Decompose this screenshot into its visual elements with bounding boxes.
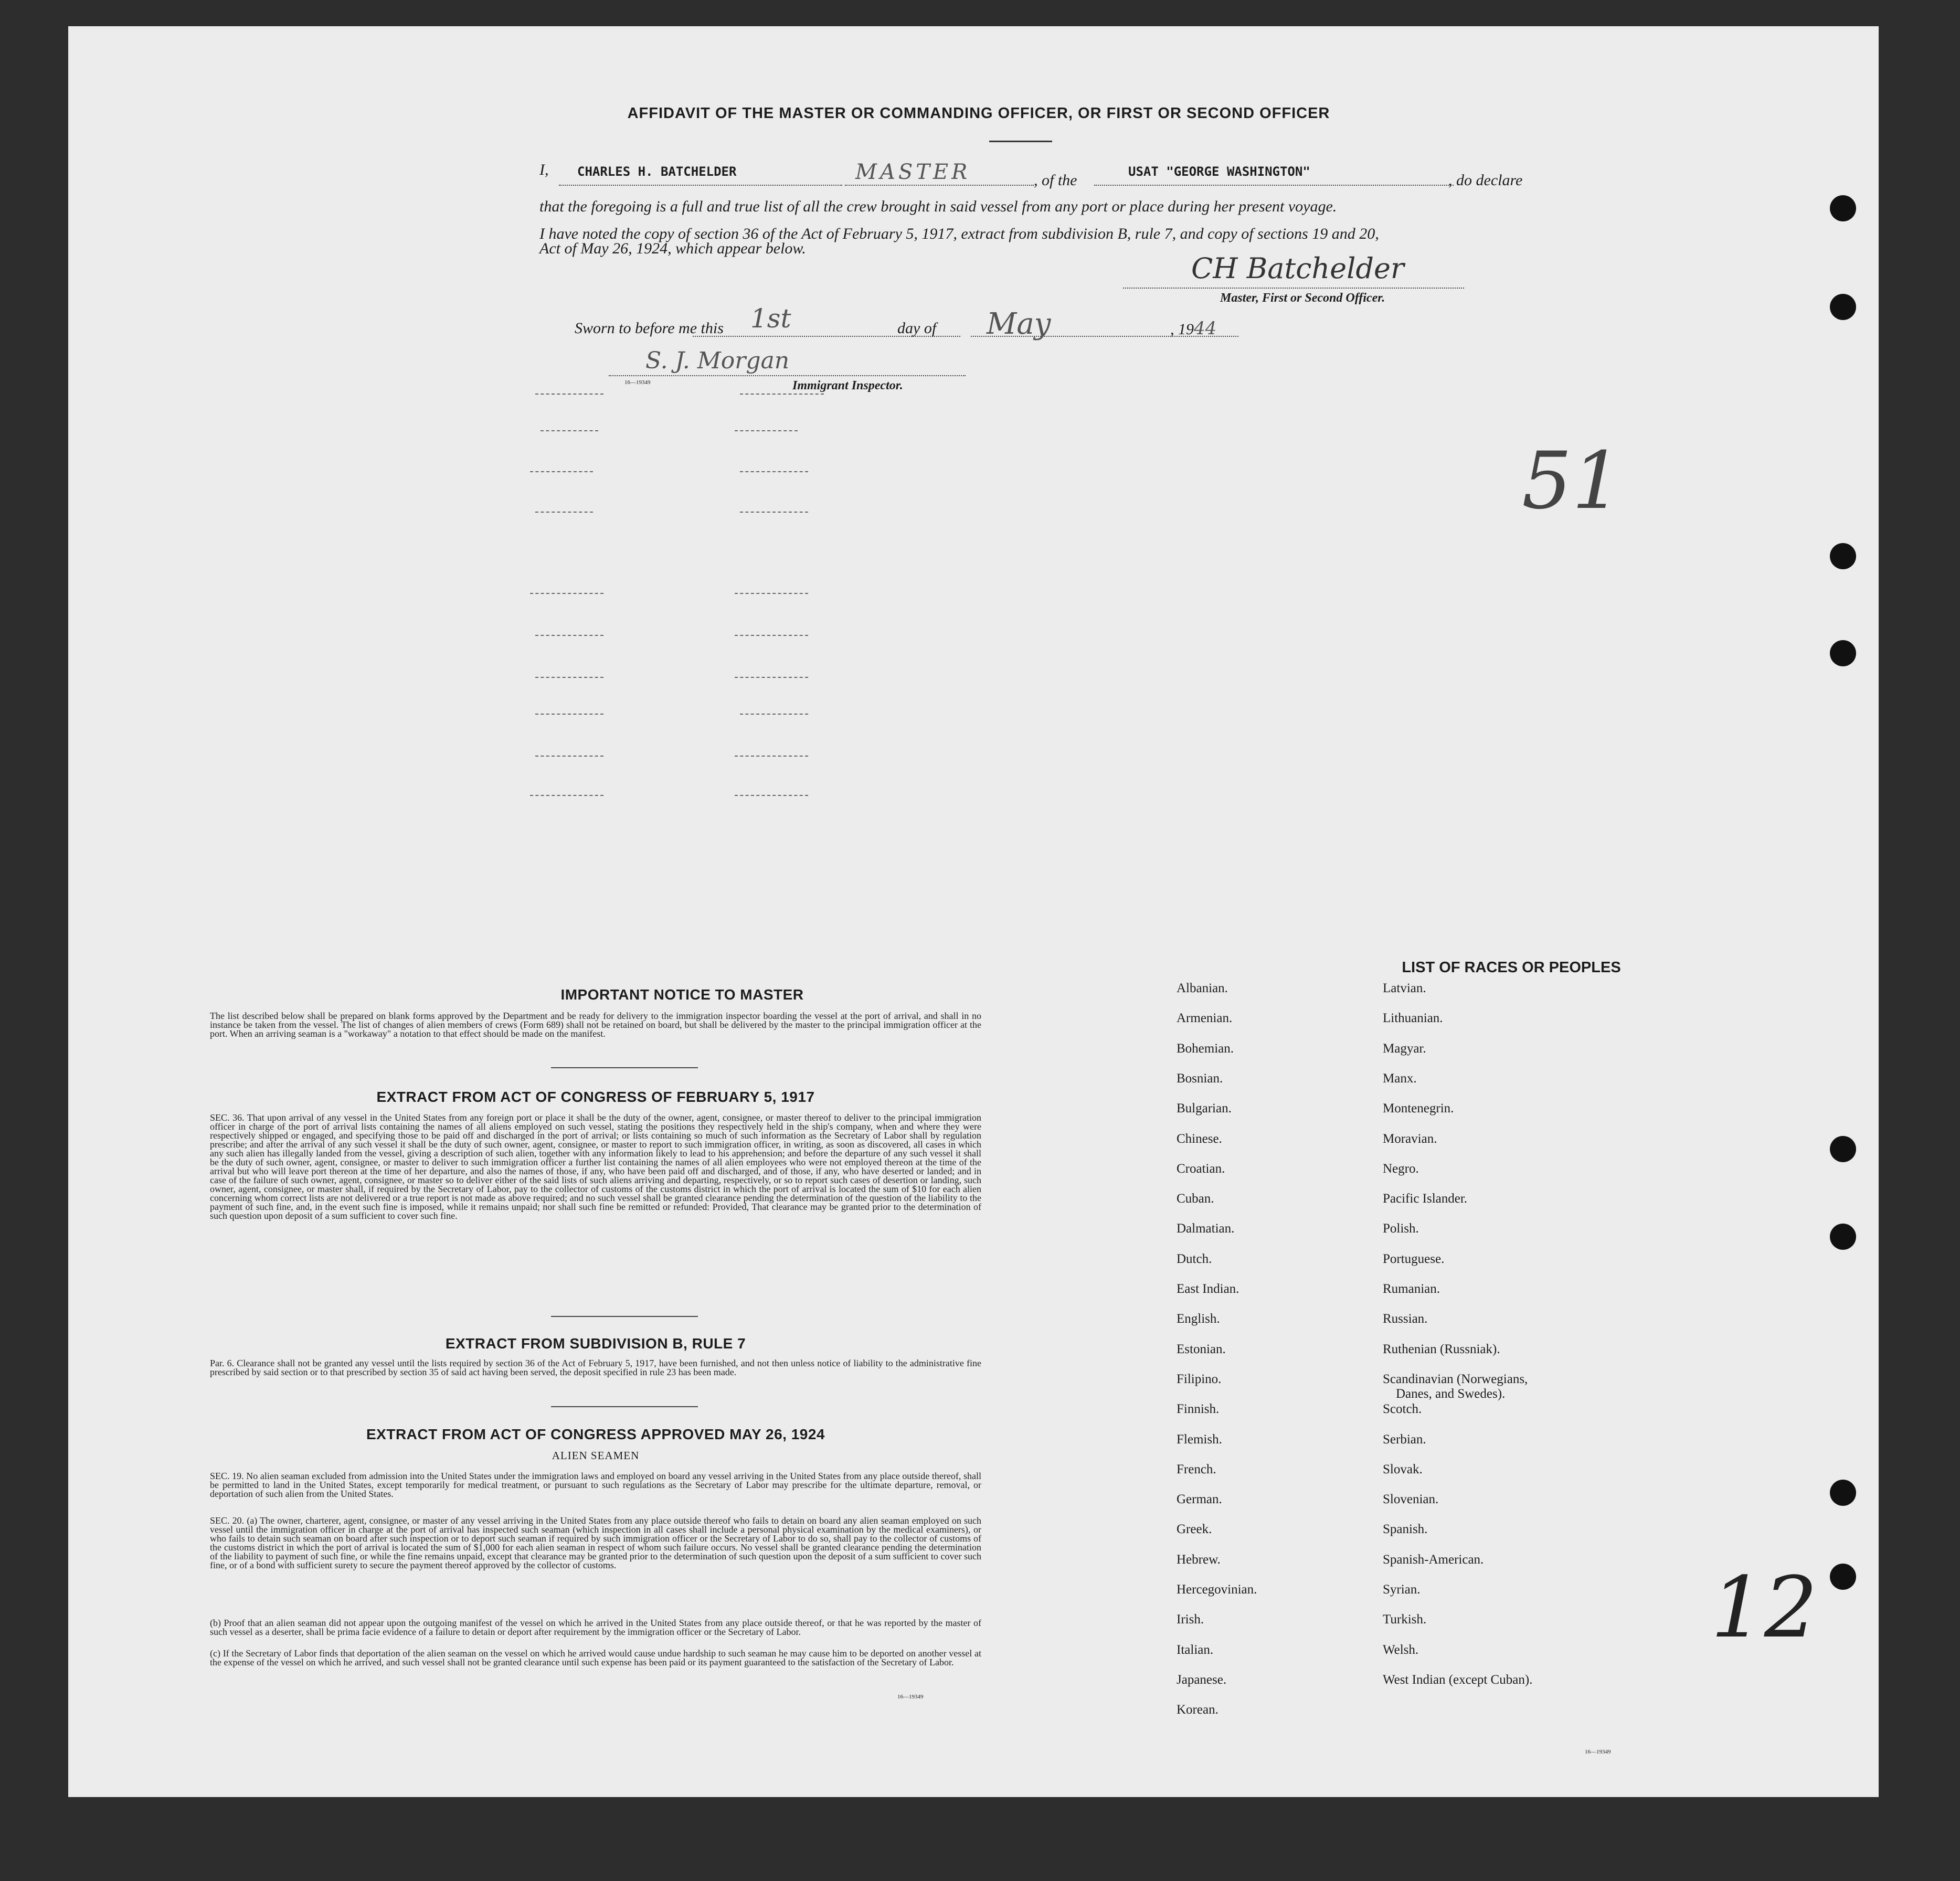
day-of-label: day of: [897, 320, 937, 337]
declaration-line-4: Act of May 26, 1924, which appear below.: [539, 240, 806, 257]
race-item: Syrian.: [1383, 1582, 1421, 1597]
race-item: Dutch.: [1177, 1251, 1212, 1266]
race-item: Estonian.: [1177, 1342, 1226, 1356]
race-item: Manx.: [1383, 1071, 1417, 1086]
race-item: Polish.: [1383, 1221, 1419, 1236]
race-item: Flemish.: [1177, 1432, 1222, 1447]
rule7-body: Par. 6. Clearance shall not be granted any vessel until the lists required by section 36 of the Act of February 5, 1917, have been furnished, and not then unless notice of liability to the administrative fine prescribed by said section or to that prescribed by section 35 of said act having been served, the deposit specified in rule 23 has been made.: [210, 1358, 981, 1377]
race-item: Hebrew.: [1177, 1552, 1221, 1567]
punch-hole: [1830, 1224, 1856, 1250]
race-item: Greek.: [1177, 1522, 1212, 1537]
race-item: Scotch.: [1383, 1402, 1422, 1417]
race-item: Danes, and Swedes).: [1396, 1386, 1506, 1401]
race-item: West Indian (except Cuban).: [1383, 1672, 1533, 1687]
faint-mark: [541, 430, 598, 431]
section-divider: [551, 1316, 698, 1317]
notice-heading: IMPORTANT NOTICE TO MASTER: [560, 986, 804, 1003]
rank-handwritten: MASTER: [855, 160, 971, 184]
race-item: Montenegrin.: [1383, 1101, 1454, 1116]
race-item: Pacific Islander.: [1383, 1192, 1468, 1206]
inspector-signature: S. J. Morgan: [645, 347, 790, 374]
section-divider: [551, 1406, 698, 1407]
race-item: Dalmatian.: [1177, 1221, 1235, 1236]
race-item: Latvian.: [1383, 981, 1426, 995]
punch-hole: [1830, 1136, 1856, 1162]
sec19-body: SEC. 19. No alien seaman excluded from admission into the United States under the immigration laws and employed on board any vessel arriving in the United States from any place outside thereof, shall be permitted to land in the United States, except temporarily for medical treatment, or pursuant to such regulations as the Secretary of Labor may prescribe for the ultimate departure, removal, or deportation of such alien from the United States.: [210, 1471, 981, 1499]
race-item: Russian.: [1383, 1312, 1428, 1326]
faint-mark: [530, 593, 603, 594]
race-item: Chinese.: [1177, 1131, 1222, 1146]
vessel-dotted-line: [1094, 185, 1454, 186]
race-item: Slovak.: [1383, 1462, 1423, 1476]
master-caption: Master, First or Second Officer.: [1220, 291, 1385, 305]
faint-mark: [535, 635, 603, 636]
race-item: Bohemian.: [1177, 1041, 1234, 1056]
race-item: French.: [1177, 1462, 1216, 1476]
race-item: Serbian.: [1383, 1432, 1426, 1447]
race-item: Spanish-American.: [1383, 1552, 1484, 1567]
notice-body: The list described below shall be prepared on blank forms approved by the Department and be ready for delivery to the immigration inspector boarding the vessel at the port of arrival, and shall in no instance be taken from the vessel. The list of changes of alien members of crews (Form 689) shall not be retained on board, but shall be delivered by the master to the principal immigration officer at the port. When an arriving seaman is a "workaway" a notation to that effect should be made on the manifest.: [210, 1011, 981, 1039]
race-item: Rumanian.: [1383, 1282, 1440, 1296]
races-title: LIST OF RACES OR PEOPLES: [1402, 959, 1621, 976]
race-item: Albanian.: [1177, 981, 1228, 995]
faint-mark: [735, 430, 798, 431]
extract-1917-body: SEC. 36. That upon arrival of any vessel in the United States from any foreign port or place it shall be the duty of the owner, agent, consignee, or master thereof to deliver to the principal immigration officer in charge of the port of arrival lists containing the names of all aliens employed on such vessel, stating the positions they respectively held in the ship's company, when and where they were respectively shipped or engaged, and specifying those to be paid off and discharged in the port of arrival; or lists containing so much of such information as the Secretary of Labor shall by regulation prescribe; and after the arrival of any such vessel it shall be the duty of such owner, agent, consignee, or master to report to such immigration officer, in writing, as soon as discovered, all cases in which any such alien has illegally landed from the vessel, giving a description of such alien, together with any information likely to lead to his apprehension; and before the departure of any such vessel it shall be the duty of such owner, agent, consignee, or master to deliver to such immigration officer a further list containing the names of all alien employees who were not employed thereon at the time of the arrival but who will leave port thereon at the time of her departure, and also the names of those, if any, who have been paid off and discharged, and of those, if any, who have deserted or landed; and in case of the failure of such owner, agent, consignee, or master so to deliver either of the said lists of such aliens arriving and departing, respectively, or so to report such cases of desertion or landing, such owner, agent, consignee, or master shall, if required by the Secretary of Labor, pay to the collector of customs of the customs district in which the port of arrival is located the sum of $10 for each alien concerning whom correct lists are not delivered or a true report is not made as above required; and no such vessel shall be granted clearance pending the determination of the question of the liability to the payment of such fine, and, in the event such fine is imposed, while it remains unpaid; nor shall such fine be remitted or refunded: Provided, That clearance may be granted prior to the determination of such question upon deposit of a sum sufficient to cover such fine.: [210, 1112, 981, 1221]
of-the-label: , of the: [1034, 172, 1077, 189]
faint-mark: [735, 795, 808, 796]
section-divider: [551, 1067, 698, 1068]
race-item: German.: [1177, 1492, 1222, 1507]
punch-hole: [1830, 1564, 1856, 1590]
punch-hole: [1830, 294, 1856, 320]
sec20b-body: (b) Proof that an alien seaman did not appear upon the outgoing manifest of the vessel on which he arrived in the United States from any place outside thereof, or that he was reported by the master of such vessel as a deserter, shall be prima facie evidence of a failure to detain or deport after requirement by the immigration officer or the Secretary of Labor.: [210, 1618, 981, 1637]
master-name: CHARLES H. BATCHELDER: [577, 164, 737, 179]
race-item: Turkish.: [1383, 1612, 1427, 1627]
do-declare-label: , do declare: [1448, 172, 1523, 189]
punch-hole: [1830, 195, 1856, 221]
punch-hole: [1830, 640, 1856, 666]
race-item: Korean.: [1177, 1703, 1219, 1717]
year-suffix: 44: [1194, 318, 1217, 339]
race-item: Irish.: [1177, 1612, 1204, 1627]
sec20c-body: (c) If the Secretary of Labor finds that deportation of the alien seaman on the vessel on which he arrived would cause undue hardship to such seaman he may cause him to be deported on another vessel at the expense of the vessel on which he arrived, and such vessel shall not be granted clearance until such expense has been paid or its payment guaranteed to the satisfaction of the Secretary of Labor.: [210, 1648, 981, 1667]
faint-mark: [530, 795, 603, 796]
faint-mark: [740, 714, 808, 715]
race-item: Welsh.: [1383, 1642, 1419, 1657]
vessel-name: USAT "GEORGE WASHINGTON": [1128, 164, 1310, 179]
race-item: English.: [1177, 1312, 1220, 1326]
race-item: Slovenian.: [1383, 1492, 1439, 1507]
race-item: Scandinavian (Norwegians,: [1383, 1372, 1528, 1386]
i-label: I,: [539, 161, 549, 178]
document-page: [68, 26, 1879, 1797]
faint-mark: [735, 593, 808, 594]
race-item: Magyar.: [1383, 1041, 1426, 1056]
faint-mark: [740, 471, 808, 472]
affidavit-form-number: 16—19349: [624, 379, 651, 386]
race-item: Hercegovinian.: [1177, 1582, 1257, 1597]
race-item: Armenian.: [1177, 1011, 1233, 1026]
punch-hole: [1830, 1480, 1856, 1506]
declaration-line-3: I have noted the copy of section 36 of the Act of February 5, 1917, extract from subdivision B, rule 7, and copy of sections 19 and 20,: [539, 225, 1379, 242]
declaration-line-2: that the foregoing is a full and true list of all the crew brought in said vessel from any port or place during her present voyage.: [539, 198, 1337, 215]
extract-form-number: 16—19349: [897, 1694, 924, 1700]
sworn-day: 1st: [750, 303, 791, 334]
affidavit-title: AFFIDAVIT OF THE MASTER OR COMMANDING OFFICER, OR FIRST OR SECOND OFFICER: [627, 105, 1330, 122]
punch-hole: [1830, 543, 1856, 569]
race-item: Cuban.: [1177, 1192, 1214, 1206]
race-item: Finnish.: [1177, 1402, 1220, 1417]
race-item: Moravian.: [1383, 1131, 1437, 1146]
rank-dotted-line: [845, 185, 1034, 186]
title-underline: [989, 141, 1052, 142]
race-item: Lithuanian.: [1383, 1011, 1443, 1026]
race-item: Ruthenian (Russniak).: [1383, 1342, 1500, 1356]
year-label: [1170, 315, 1233, 343]
race-item: Filipino.: [1177, 1372, 1222, 1386]
sworn-label: Sworn to before me this: [575, 320, 724, 337]
bottom-mark-handwritten: 12: [1711, 1558, 1818, 1656]
race-item: Bosnian.: [1177, 1071, 1223, 1086]
master-signature: CH Batchelder: [1191, 252, 1404, 285]
inspector-dotted-line: [609, 375, 966, 376]
faint-mark: [535, 714, 603, 715]
race-item: East Indian.: [1177, 1282, 1239, 1296]
faint-mark: [530, 471, 593, 472]
faint-mark: [735, 677, 808, 678]
faint-mark: [740, 512, 808, 513]
race-item: Japanese.: [1177, 1672, 1227, 1687]
sworn-month: May: [987, 307, 1051, 341]
faint-mark: [535, 512, 593, 513]
page-mark-handwritten: 51: [1522, 435, 1622, 527]
race-item: Portuguese.: [1383, 1251, 1445, 1266]
name-dotted-line: [559, 185, 842, 186]
race-item: Bulgarian.: [1177, 1101, 1232, 1116]
year-prefix: , 19: [1170, 321, 1194, 338]
signature-dotted-line: [1123, 288, 1464, 289]
faint-mark: [535, 756, 603, 757]
race-item: Italian.: [1177, 1642, 1214, 1657]
faint-mark: [535, 394, 603, 395]
extract-1917-heading: EXTRACT FROM ACT OF CONGRESS OF FEBRUARY 5, 1917: [376, 1089, 815, 1105]
faint-mark: [735, 756, 808, 757]
sec20a-body: SEC. 20. (a) The owner, charterer, agent, consignee, or master of any vessel arriving in the United States from any place outside thereof who fails to detain on board any alien seaman employed on such vessel until the immigration officer in charge at the port of arrival has inspected such seaman (which inspection in all cases shall include a personal physical examination by the medical examiners), or who fails to detain such seaman on board after such inspection or to deport such seaman if required by such immigration officer or the Secretary of Labor to do so, shall pay to the collector of customs of the customs district in which the port of arrival is located the sum of $1,000 for each alien seaman in respect of whom such failure occurs. No vessel shall be granted clearance pending the determination of the liability to payment of such fine, or while the fine remains unpaid, except that clearance may be granted prior to the determination of such question upon the deposit of a sum sufficient to cover such fine, or of a bond with sufficient surety to secure the payment thereof approved by the collector of customs.: [210, 1515, 981, 1570]
races-form-number: 16—19349: [1585, 1749, 1611, 1755]
rule7-heading: EXTRACT FROM SUBDIVISION B, RULE 7: [445, 1335, 746, 1352]
race-item: Negro.: [1383, 1161, 1419, 1176]
alien-seamen-subheading: ALIEN SEAMEN: [552, 1449, 640, 1462]
inspector-caption: Immigrant Inspector.: [792, 379, 903, 392]
faint-mark: [535, 677, 603, 678]
faint-mark: [740, 394, 824, 395]
race-item: Spanish.: [1383, 1522, 1428, 1537]
extract-1924-heading: EXTRACT FROM ACT OF CONGRESS APPROVED MAY 26, 1924: [366, 1426, 825, 1442]
race-item: Croatian.: [1177, 1161, 1225, 1176]
faint-mark: [735, 635, 808, 636]
